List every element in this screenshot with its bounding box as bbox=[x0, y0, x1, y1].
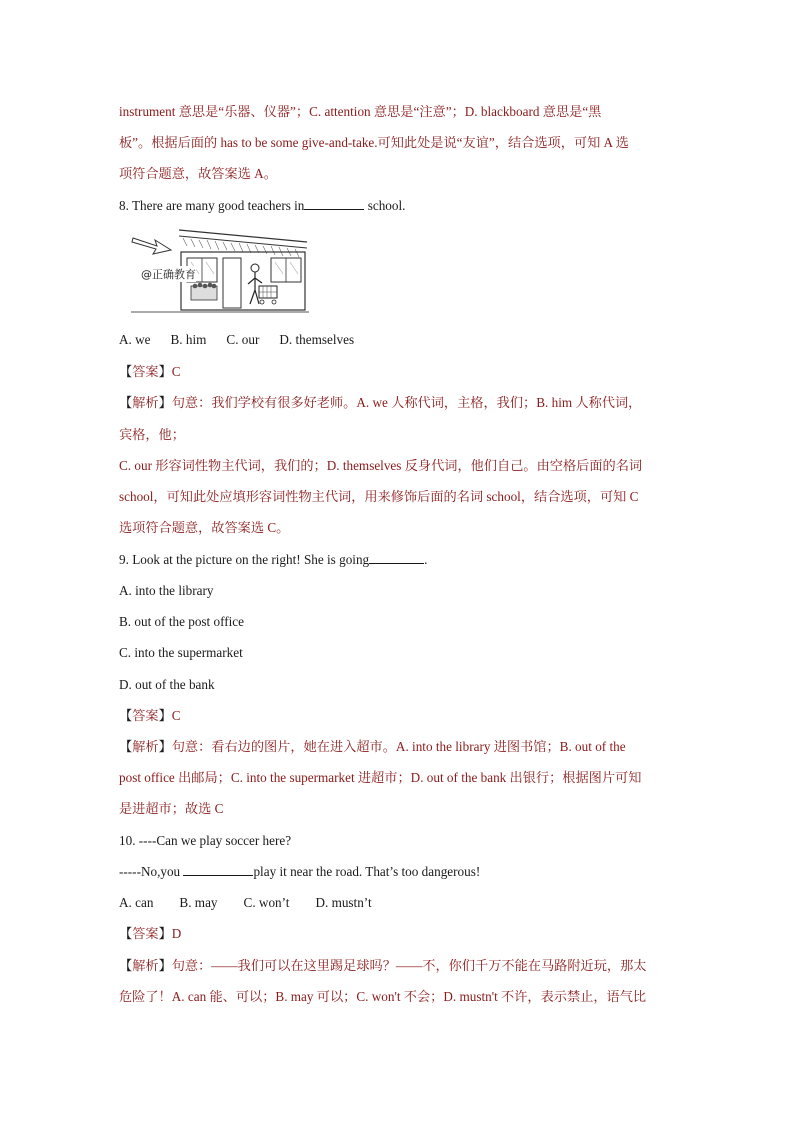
q10-blank bbox=[183, 863, 253, 876]
figure-watermark: @正确教育 bbox=[141, 268, 196, 281]
q8-options bbox=[119, 331, 374, 349]
q8-analysis-tag: 解析 bbox=[132, 395, 159, 410]
intro-line-2: 板”。根据后面的 has to be some give-and-take.可知此处是说“友谊”，结合选项，可知 A 选 bbox=[119, 135, 629, 150]
q8-answer-tag: 答案 bbox=[132, 364, 159, 379]
q8-analysis-line-3: C. our 形容词性物主代词，我们的；D. themselves 反身代词，他们自己。由空格后面的名词 bbox=[119, 458, 643, 473]
q9-stem-pre: 9. Look at the picture on the right! She is going bbox=[119, 552, 370, 567]
q10-analysis-text-1: 句意：——我们可以在这里踢足球吗？——不，你们千万不能在马路附近玩，那太 bbox=[171, 958, 647, 973]
q8-analysis-line-2: 宾格，他； bbox=[119, 427, 185, 442]
q9-option-a: A. into the library bbox=[119, 583, 214, 598]
q10-stem-post: play it near the road. That’s too dangerous! bbox=[253, 864, 481, 879]
q8-blank bbox=[304, 197, 364, 210]
q8-option-c: C. our bbox=[226, 332, 260, 347]
q9-blank bbox=[369, 551, 424, 564]
q8-option-b: B. him bbox=[170, 332, 207, 347]
q9-analysis-line-3: 是进超市；故选 C bbox=[119, 801, 224, 816]
q9-analysis-line-1: 【解析】句意：看右边的图片，她在进入超市。A. into the library 进图书馆；B. out of the bbox=[119, 739, 626, 754]
q9-analysis-tag: 解析 bbox=[132, 739, 159, 754]
intro-line-3: 项符合题意，故答案选 A。 bbox=[119, 166, 277, 181]
intro-line-1: instrument 意思是“乐器、仪器”；C. attention 意思是“注意”；D. blackboard 意思是“黑 bbox=[119, 104, 602, 119]
q10-options bbox=[119, 894, 392, 912]
q10-answer: 【答案】D bbox=[119, 926, 182, 941]
q9-analysis-line-2: post office 出邮局；C. into the supermarket 进超市；D. out of the bank 出银行；根据图片可知 bbox=[119, 770, 642, 785]
q10-option-c: C. won’t bbox=[243, 895, 290, 910]
q10-stem-2 bbox=[119, 863, 480, 881]
q8-option-d: D. themselves bbox=[279, 332, 355, 347]
q8-answer: 【答案】C bbox=[119, 364, 181, 379]
q10-option-d: D. mustn’t bbox=[315, 895, 372, 910]
q10-analysis-tag: 解析 bbox=[132, 958, 159, 973]
q10-option-a: A. can bbox=[119, 895, 154, 910]
q10-answer-value: D bbox=[171, 926, 182, 941]
q9-option-c: C. into the supermarket bbox=[119, 645, 243, 660]
q8-stem-post: school. bbox=[364, 198, 406, 213]
q9-answer: 【答案】C bbox=[119, 708, 181, 723]
q9-stem bbox=[119, 551, 427, 569]
q9-option-b: B. out of the post office bbox=[119, 614, 245, 629]
q10-analysis-line-2: 危险了！A. can 能、可以；B. may 可以；C. won't 不会；D. mustn't 不许，表示禁止，语气比 bbox=[119, 989, 647, 1004]
q8-option-a: A. we bbox=[119, 332, 151, 347]
q10-answer-tag: 答案 bbox=[132, 926, 159, 941]
q8-stem-pre: 8. There are many good teachers in bbox=[119, 198, 305, 213]
q10-analysis-line-1: 【解析】句意：——我们可以在这里踢足球吗？——不，你们千万不能在马路附近玩，那太 bbox=[119, 958, 647, 973]
q8-figure bbox=[131, 228, 309, 316]
q9-option-d: D. out of the bank bbox=[119, 677, 215, 692]
q9-analysis-text-1: 句意：看右边的图片，她在进入超市。A. into the library 进图书馆；B. out of the bbox=[171, 739, 626, 754]
q10-option-b: B. may bbox=[179, 895, 218, 910]
q9-stem-post: . bbox=[424, 552, 428, 567]
q8-analysis-text-1: 句意：我们学校有很多好老师。A. we 人称代词，主格，我们；B. him 人称代词， bbox=[171, 395, 642, 410]
q8-analysis-line-5: 选项符合题意，故答案选 C。 bbox=[119, 520, 290, 535]
q9-answer-value: C bbox=[171, 708, 181, 723]
q10-stem-1: 10. ----Can we play soccer here? bbox=[119, 833, 292, 848]
q10-stem-pre: -----No,you bbox=[119, 864, 184, 879]
q9-answer-tag: 答案 bbox=[132, 708, 159, 723]
q8-analysis-line-4: school，可知此处应填形容词性物主代词，用来修饰后面的名词 school，结合选项，可知 C bbox=[119, 489, 639, 504]
q8-answer-value: C bbox=[171, 364, 181, 379]
q8-stem bbox=[119, 197, 405, 215]
q8-analysis-line-1: 【解析】句意：我们学校有很多好老师。A. we 人称代词，主格，我们；B. him 人称代词， bbox=[119, 395, 642, 410]
